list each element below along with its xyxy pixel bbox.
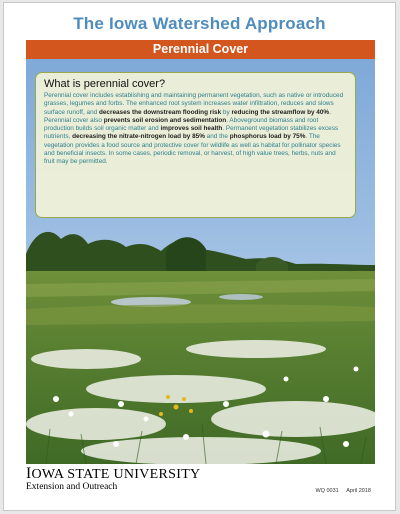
document-meta bbox=[309, 488, 371, 494]
university-name bbox=[26, 466, 200, 482]
university-name-rest: OWA STATE UNIVERSITY bbox=[31, 467, 201, 482]
fact-sheet-page bbox=[3, 2, 396, 511]
info-box-text: by bbox=[221, 108, 232, 116]
document-date: April 2018 bbox=[346, 488, 371, 494]
info-box-highlight: reducing the streamflow by 40% bbox=[231, 108, 330, 116]
info-box-highlight: decreases the downstream flooding risk bbox=[98, 108, 222, 116]
topic-banner: Perennial Cover bbox=[26, 40, 375, 59]
info-box bbox=[35, 72, 356, 218]
info-box-text: . The vegetation provides a food source and protective cover for wildlife as well as habitat for pollinator species and beneficial insects. In some cases, periodic removal, or harvest, of high value trees, herbs, nuts and fruit may be permitted. bbox=[44, 133, 341, 166]
info-box-text: Perennial cover includes establishing and maintaining permanent vegetation, such as native or introduced grasses, legumes and forbs. The enhanced root system increases water infiltration, reduces and slows surface runoff, and bbox=[44, 92, 344, 116]
info-box-text: and the bbox=[204, 133, 230, 141]
info-box-text: . Permanent vegetation stabilizes excess nutrients, bbox=[44, 125, 339, 141]
info-box-heading: What is perennial cover? bbox=[44, 78, 166, 90]
page-title: The Iowa Watershed Approach bbox=[73, 14, 326, 33]
info-box-text: . Aboveground biomass and root production builds soil organic matter and bbox=[44, 116, 319, 133]
university-initial: I bbox=[26, 465, 32, 482]
info-box-body bbox=[44, 92, 348, 167]
info-box-highlight: improves soil health bbox=[160, 125, 223, 133]
info-box-highlight: prevents soil erosion and sedimentation bbox=[103, 116, 227, 124]
info-box-highlight: decreasing the nitrate-nitrogen load by 85% bbox=[72, 133, 205, 141]
isu-logo bbox=[26, 466, 200, 493]
extension-unit: Extension and Outreach bbox=[26, 482, 118, 492]
document-number: WQ 0031 bbox=[315, 488, 339, 494]
info-box-text: . Perennial cover also bbox=[44, 108, 331, 124]
info-box-highlight: phosphorus load by 75% bbox=[229, 133, 306, 141]
